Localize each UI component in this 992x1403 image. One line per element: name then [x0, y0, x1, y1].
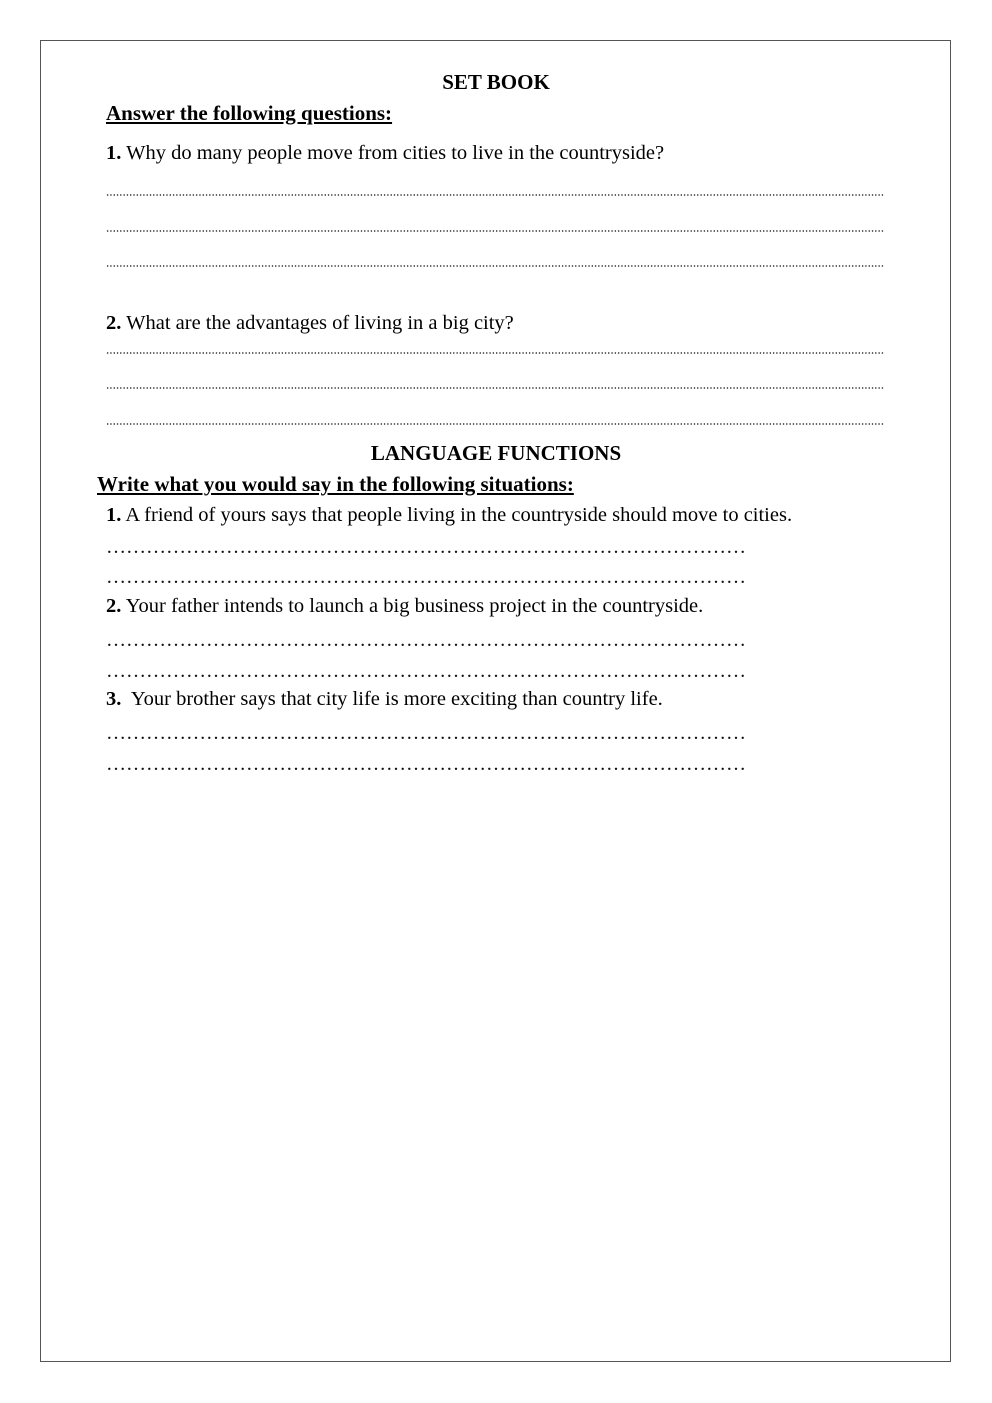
situation-text: Your brother says that city life is more exciting than country life.	[121, 688, 663, 710]
question-number: 2.	[106, 312, 122, 334]
answer-line[interactable]: ……………………………………………………………………………………	[106, 722, 746, 744]
set-book-question-1	[106, 142, 664, 165]
set-book-question-2	[106, 312, 514, 335]
situation-number: 2.	[106, 595, 122, 617]
question-number: 1.	[106, 142, 122, 164]
answer-line[interactable]: ……………………………………………………………………………………	[106, 536, 746, 558]
set-book-instruction: Answer the following questions:	[106, 101, 393, 125]
language-functions-title: LANGUAGE FUNCTIONS	[370, 441, 622, 465]
answer-line[interactable]: ……………………………………………………………………………………	[106, 753, 746, 775]
situation-1	[106, 504, 792, 527]
question-text: Why do many people move from cities to live in the countryside?	[121, 142, 665, 164]
answer-line[interactable]	[106, 423, 885, 425]
answer-line[interactable]	[106, 352, 885, 354]
answer-line[interactable]	[106, 230, 885, 232]
answer-line[interactable]: ……………………………………………………………………………………	[106, 629, 746, 651]
answer-line[interactable]	[106, 194, 885, 196]
situation-text: Your father intends to launch a big business project in the countryside.	[121, 595, 704, 617]
answer-line[interactable]	[106, 387, 885, 389]
question-text: What are the advantages of living in a big city?	[121, 312, 514, 334]
situation-number: 1.	[106, 504, 122, 526]
answer-line[interactable]: ……………………………………………………………………………………	[106, 660, 746, 682]
language-functions-instruction: Write what you would say in the following situations:	[97, 472, 574, 496]
situation-3	[106, 688, 663, 711]
answer-line[interactable]: ……………………………………………………………………………………	[106, 566, 746, 588]
situation-text: A friend of yours says that people living in the countryside should move to cities.	[121, 504, 793, 526]
set-book-title: SET BOOK	[442, 70, 550, 94]
situation-number: 3.	[106, 688, 122, 710]
answer-line[interactable]	[106, 265, 885, 267]
situation-2	[106, 595, 703, 618]
